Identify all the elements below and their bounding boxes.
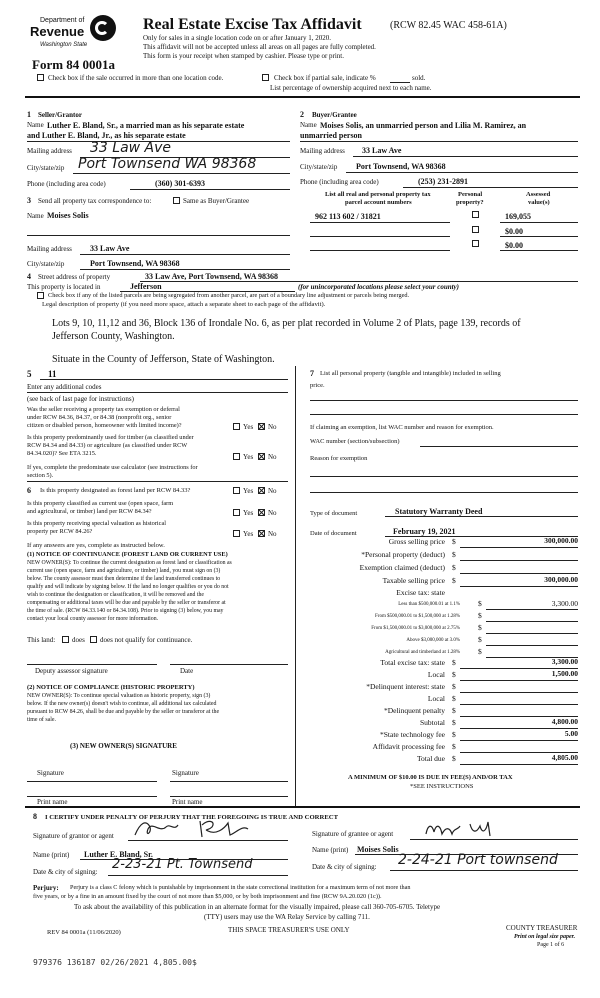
dollar-sign: $ xyxy=(452,754,456,763)
q-timber-1: Is this property predominantly used for timber (as classified under xyxy=(27,434,194,441)
notice-compliance-title: (2) NOTICE OF COMPLIANCE (HISTORIC PROPERTY) xyxy=(27,684,195,691)
parcel-col-header-1: List all real and personal property tax xyxy=(325,191,431,198)
see-instructions: *SEE INSTRUCTIONS xyxy=(410,783,474,790)
q-exemption-3: citizen or disabled person, homeowner with limited income)? xyxy=(27,422,182,429)
delinquent-penalty-label: *Delinquent penalty xyxy=(383,706,445,715)
new-owner-print-label-2: Print name xyxy=(172,798,203,806)
assessor-date-label: Date xyxy=(180,667,194,675)
tech-fee-label: *State technology fee xyxy=(380,730,445,739)
notice-continuance-6: compensating or additional taxes will be due and payable by the seller or transferor at xyxy=(27,600,226,606)
q-exemption-1: Was the seller receiving a property tax exemption or deferral xyxy=(27,406,180,413)
seller-mailing-label: Mailing address xyxy=(27,147,72,155)
buyer-city[interactable]: Port Townsend, WA 98368 xyxy=(356,162,446,171)
section-3-city[interactable]: Port Townsend, WA 98368 xyxy=(90,259,180,268)
buyer-heading: Buyer/Grantee xyxy=(312,111,357,119)
dollar-sign: $ xyxy=(478,599,482,608)
grantee-name[interactable]: Moises Solis xyxy=(357,845,399,854)
q-exemption-yes-checkbox[interactable] xyxy=(233,423,240,430)
buyer-city-label: City/state/zip xyxy=(300,163,338,171)
total-due-value[interactable]: 4,805.00 xyxy=(551,753,578,762)
dollar-sign: $ xyxy=(452,682,456,691)
legal-description-3: Situate in the County of Jefferson, State of Washington. xyxy=(52,354,275,365)
notice-continuance-5: wish to continue the designation or classification, it will be removed and the xyxy=(27,592,204,598)
land-label: This land: xyxy=(27,636,56,644)
seller-name-label: Name xyxy=(27,121,44,129)
perjury-text-1: Perjury is a class C felony which is punishable by imprisonment in the state correctional institution for a maximum term of not more than xyxy=(70,884,411,891)
section-3-name-label: Name xyxy=(27,212,44,220)
affidavit-fee-label: Affidavit processing fee xyxy=(372,742,445,751)
new-owner-signature-label-2: Signature xyxy=(172,769,199,777)
yes-label: Yes xyxy=(243,530,254,538)
buyer-mailing-label: Mailing address xyxy=(300,147,345,155)
dollar-sign: $ xyxy=(452,706,456,715)
header-note-1: Only for sales in a single location code on or after January 1, 2020. xyxy=(143,34,331,42)
q-exemption-no-checkbox[interactable] xyxy=(258,423,265,430)
notice-continuance-2: current use (open space, farm and agriculture, or timber) land, you must sign on (3) xyxy=(27,568,221,574)
section-8-number: 8 xyxy=(33,812,37,821)
q-timber-3: 84.34.020)? See ETA 3215. xyxy=(27,450,97,457)
q-forest: Is this property designated as forest land per RCW 84.33? xyxy=(40,487,191,494)
yes-label: Yes xyxy=(243,453,254,461)
subtotal-label: Subtotal xyxy=(419,718,445,727)
notice-compliance-3: pursuant to RCW 84.26, shall be due and payable by the seller or transferor at the xyxy=(27,709,220,715)
land-does-label: does xyxy=(72,636,85,644)
dollar-sign: $ xyxy=(452,730,456,739)
assessor-signature-label: Deputy assessor signature xyxy=(35,667,108,675)
parcel-col-header-3b: value(s) xyxy=(528,199,550,206)
legal-description-2: Jefferson County, Washington. xyxy=(52,331,175,342)
parcel-col-header-2b: property? xyxy=(456,199,484,206)
notice-continuance-4: qualify and will indicate by signing below. If the land no longer qualifies or you do not xyxy=(27,584,229,590)
q-calc-1: If yes, complete the predominate use calculator (see instructions for xyxy=(27,464,198,471)
logo-state: Washington State xyxy=(40,42,88,48)
new-owner-print-label-1: Print name xyxy=(37,798,68,806)
tier2-label: From $500,000.01 to $1,500,000 at 1.28% xyxy=(375,614,460,619)
section-1-number: 1 xyxy=(27,110,31,119)
taxable-value[interactable]: 300,000.00 xyxy=(544,575,578,584)
receipt-stamp: 979376 136187 02/26/2021 4,805.00$ xyxy=(33,958,197,967)
perjury-text-2: five years, or by a fine in an amount fixed by the court of not more than $5,000, or by both imprisonment and fine (RCW 9A.20.020 (1c)). xyxy=(33,893,382,900)
subtotal-value[interactable]: 4,800.00 xyxy=(551,717,578,726)
wac-label: WAC number (section/subsection) xyxy=(310,438,400,445)
segregated-checkbox[interactable] xyxy=(37,292,44,299)
dollar-sign: $ xyxy=(478,635,482,644)
dollar-sign: $ xyxy=(452,670,456,679)
seller-mailing[interactable]: 33 Law Ave xyxy=(90,140,172,156)
seller-name-1[interactable]: Luther E. Bland, Sr., a married man as his separate estate xyxy=(47,121,245,130)
form-title: Real Estate Excise Tax Affidavit xyxy=(143,16,362,33)
grantee-name-label: Name (print) xyxy=(312,846,349,854)
local-value[interactable]: 1,500.00 xyxy=(551,669,578,678)
located-label: This property is located in xyxy=(27,283,101,291)
grantee-signature[interactable] xyxy=(420,816,520,840)
buyer-phone[interactable]: (253) 231-2891 xyxy=(418,177,468,186)
exemption-label: Exemption claimed (deduct) xyxy=(359,563,445,572)
grantee-date-label: Date & city of signing: xyxy=(312,863,377,871)
buyer-phone-label: Phone (including area code) xyxy=(300,178,379,186)
q-historic-no-checkbox[interactable] xyxy=(258,530,265,537)
grantee-date-city[interactable]: 2-24-21 Port townsend xyxy=(398,852,558,868)
section-3-number: 3 xyxy=(27,196,31,205)
section-3-name[interactable]: Moises Solis xyxy=(47,211,89,220)
accessibility-text-1: To ask about the availability of this publication in an alternate format for the visually impaired, please call 360-705-6705. Teletype xyxy=(74,903,441,911)
column-divider xyxy=(295,366,296,806)
dollar-sign: $ xyxy=(452,537,456,546)
header-note-3: This form is your receipt when stamped by cashier. Please type or print. xyxy=(143,52,345,60)
q-timber-yes-checkbox[interactable] xyxy=(233,453,240,460)
legal-description-label: Legal description of property (if you need more space, attach a separate sheet to each page of the affidavit). xyxy=(42,301,326,308)
no-label: No xyxy=(268,423,277,431)
section-8-divider xyxy=(25,806,580,808)
form-number: Form 84 0001a xyxy=(32,57,116,72)
reason-label: Reason for exemption xyxy=(310,455,368,462)
multiple-location-label: Check box if the sale occurred in more than one location code. xyxy=(48,74,224,82)
tier1-label: Less than $500,000.01 at 1.1% xyxy=(398,602,460,607)
notice-continuance-8: contact your local county assessor for more information. xyxy=(27,616,159,622)
q-historic-1: Is this property receiving special valuation as historical xyxy=(27,520,167,527)
total-excise-label: Total excise tax: state xyxy=(380,658,445,667)
local-label: Local xyxy=(427,670,445,679)
same-as-buyer-label: Same as Buyer/Grantee xyxy=(183,197,250,205)
total-due-label: Total due xyxy=(416,754,445,763)
section-6-number: 6 xyxy=(27,486,31,495)
taxable-label: Taxable selling price xyxy=(382,576,445,585)
notice-continuance-3: below. The county assessor must then determine if the land transferred continues to xyxy=(27,576,221,582)
dollar-sign: $ xyxy=(452,563,456,572)
tier5-label: Agricultural and timberland at 1.28% xyxy=(385,650,460,655)
q-historic-yes-checkbox[interactable] xyxy=(233,530,240,537)
certify-text: I CERTIFY UNDER PENALTY OF PERJURY THAT THE FOREGOING IS TRUE AND CORRECT xyxy=(45,814,339,821)
dollar-sign: $ xyxy=(478,611,482,620)
notice-continuance-title: (1) NOTICE OF CONTINUANCE (FOREST LAND OR CURRENT USE) xyxy=(27,551,228,558)
header-divider xyxy=(25,96,580,98)
legal-description-1: Lots 9, 10, 11,12 and 36, Block 136 of Irondale No. 6, as per plat recorded in Volume 2 of Plats, page 139, records of xyxy=(52,318,521,329)
no-label: No xyxy=(268,487,277,495)
grantor-date-city[interactable]: 2-23-21 Pt. Townsend xyxy=(112,857,253,872)
section-5-number: 5 xyxy=(27,369,32,379)
section-3-mailing-label: Mailing address xyxy=(27,245,72,253)
notice-continuance-7: the time of sale. (RCW 84.33.140 or 84.34.108). Prior to signing (3) below, you may xyxy=(27,608,224,614)
doc-date-label: Date of document xyxy=(310,530,357,537)
new-owner-signature-label-1: Signature xyxy=(37,769,64,777)
notice-continuance-1: NEW OWNER(S): To continue the current designation as forest land or classification as xyxy=(27,560,232,566)
new-owner-signature-title: (3) NEW OWNER(S) SIGNATURE xyxy=(70,742,177,750)
partial-sale-label: Check box if partial sale, indicate % xyxy=(274,74,376,82)
dollar-sign: $ xyxy=(478,623,482,632)
parcel-col-header-1b: parcel account numbers xyxy=(345,199,412,206)
perjury-label: Perjury: xyxy=(33,884,59,892)
grantee-signature-label: Signature of grantee or agent xyxy=(312,830,394,838)
tier1-value[interactable]: 3,300.00 xyxy=(551,599,578,608)
section-3-text: Send all property tax correspondence to: xyxy=(38,197,152,205)
buyer-mailing[interactable]: 33 Law Ave xyxy=(362,146,402,155)
accessibility-text-2: (TTY) users may use the WA Relay Service by calling 711. xyxy=(204,913,370,921)
section-7-text-1: List all personal property (tangible and intangible) included in selling xyxy=(320,370,501,377)
header-note-2: This affidavit will not be accepted unless all areas on all pages are fully completed. xyxy=(143,43,376,51)
grantor-signature[interactable] xyxy=(130,815,280,841)
no-label: No xyxy=(268,509,277,517)
buyer-name-2[interactable]: unmarried person xyxy=(300,131,362,140)
treasurer-space-label: THIS SPACE TREASURER'S USE ONLY xyxy=(228,926,350,934)
section-4-number: 4 xyxy=(27,272,31,281)
street-address[interactable]: 33 Law Ave, Port Townsend, WA 98368 xyxy=(145,272,279,281)
street-label: Street address of property xyxy=(38,273,111,281)
parcel-value[interactable]: 169,055 xyxy=(505,212,531,221)
exemption-text: If claiming an exemption, list WAC number and reason for exemption. xyxy=(310,424,494,431)
doc-type-label: Type of document xyxy=(310,510,358,517)
dollar-sign: $ xyxy=(478,647,482,656)
grantor-name-label: Name (print) xyxy=(33,851,70,859)
section-5-code[interactable]: 11 xyxy=(48,369,57,379)
parcel-value[interactable]: $0.00 xyxy=(505,227,523,236)
logo-revenue: Revenue xyxy=(30,24,85,39)
notice-compliance-1: NEW OWNER(S): To continue special valuation as historic property, sign (3) xyxy=(27,693,211,699)
additional-codes-note: (see back of last page for instructions) xyxy=(27,395,134,403)
dollar-sign: $ xyxy=(452,576,456,585)
personal-label: *Personal property (deduct) xyxy=(361,550,445,559)
seller-phone-label: Phone (including area code) xyxy=(27,180,106,188)
gross-value[interactable]: 300,000.00 xyxy=(544,536,578,545)
dor-logo xyxy=(30,15,120,55)
seller-heading: Seller/Grantor xyxy=(38,111,82,119)
grantor-signature-label: Signature of grantor or agent xyxy=(33,832,114,840)
doc-date[interactable]: February 19, 2021 xyxy=(393,527,456,536)
personal-property-checkbox[interactable] xyxy=(472,211,479,218)
q-timber-2: RCW 84.34 and 84.33) or agriculture (as classified under RCW xyxy=(27,442,188,449)
yes-label: Yes xyxy=(243,423,254,431)
dollar-sign: $ xyxy=(452,742,456,751)
doc-type[interactable]: Statutory Warranty Deed xyxy=(395,507,483,516)
q-current-use-2: and agricultural, or timber) land per RCW 84.34? xyxy=(27,508,152,515)
county-treasurer-label: COUNTY TREASURER xyxy=(506,924,578,932)
page-number: Page 1 of 6 xyxy=(537,942,565,948)
delinquent-interest-label: *Delinquent interest: state xyxy=(366,682,445,691)
q-calc-2: section 5). xyxy=(27,472,54,479)
located-county[interactable]: Jefferson xyxy=(130,282,162,291)
section-3-city-label: City/state/zip xyxy=(27,260,65,268)
personal-property-checkbox[interactable] xyxy=(472,240,479,247)
minimum-note: A MINIMUM OF $10.00 IS DUE IN FEE(S) AND/OR TAX xyxy=(348,774,513,781)
print-legal-note: Print on legal size paper. xyxy=(514,934,576,940)
grantor-name[interactable]: Luther E. Bland, Sr. xyxy=(84,850,153,859)
notice-compliance-2: below. If the new owner(s) doesn't wish to continue, all additional tax calculated xyxy=(27,701,217,707)
same-as-buyer-checkbox[interactable] xyxy=(173,197,180,204)
section-7-number: 7 xyxy=(310,369,314,378)
located-note: (for unincorporated locations please select your county) xyxy=(298,283,459,291)
ownership-note: List percentage of ownership acquired next to each name. xyxy=(270,84,432,92)
logo-department: Department of xyxy=(40,17,85,24)
additional-codes-label: Enter any additional codes xyxy=(27,383,102,391)
section-3-mailing[interactable]: 33 Law Ave xyxy=(90,244,130,253)
parcel-account[interactable]: 962 113 602 / 31821 xyxy=(315,212,381,221)
dollar-sign: $ xyxy=(452,718,456,727)
segregated-label: Check box if any of the listed parcels are being segregated from another parcel, are part of a boundary line adjustment or parcels being merged. xyxy=(48,292,410,299)
q-timber-no-checkbox[interactable] xyxy=(258,453,265,460)
personal-property-checkbox[interactable] xyxy=(472,226,479,233)
buyer-name-label: Name xyxy=(300,121,317,129)
parcel-col-header-3: Assessed xyxy=(526,191,551,198)
tech-fee-value[interactable]: 5.00 xyxy=(564,729,578,738)
no-label: No xyxy=(268,530,277,538)
dollar-sign: $ xyxy=(452,694,456,703)
partial-sale-label-b: sold. xyxy=(412,74,426,82)
q-current-use-1: Is this property classified as current use (open space, farm xyxy=(27,500,174,507)
parcel-col-header-2: Personal xyxy=(458,191,483,198)
land-does-checkbox[interactable] xyxy=(62,636,69,643)
q-historic-2: property per RCW 84.26? xyxy=(27,528,93,535)
q-current-use-yes-checkbox[interactable] xyxy=(233,509,240,516)
any-yes-note: If any answers are yes, complete as instructed below. xyxy=(27,542,165,549)
q-forest-yes-checkbox[interactable] xyxy=(233,487,240,494)
tier4-label: Above $3,000,000 at 3.0% xyxy=(406,638,460,643)
grantor-date-label: Date & city of signing: xyxy=(33,868,98,876)
seller-city[interactable]: Port Townsend WA 98368 xyxy=(78,156,257,172)
section-2-number: 2 xyxy=(300,110,304,119)
land-does-not-label: does not qualify for continuance. xyxy=(100,636,193,644)
parcel-value[interactable]: $0.00 xyxy=(505,241,523,250)
revision-label: REV 84 0001a (11/06/2020) xyxy=(47,929,121,936)
partial-sale-checkbox[interactable] xyxy=(262,74,269,81)
multiple-location-checkbox[interactable] xyxy=(37,74,44,81)
land-does-not-checkbox[interactable] xyxy=(90,636,97,643)
dollar-sign: $ xyxy=(452,658,456,667)
excise-label: Excise tax: state xyxy=(396,588,445,597)
notice-compliance-4: time of sale. xyxy=(27,717,56,723)
q-current-use-no-checkbox[interactable] xyxy=(258,509,265,516)
form-title-ref: (RCW 82.45 WAC 458-61A) xyxy=(390,20,507,31)
total-excise-value[interactable]: 3,300.00 xyxy=(551,657,578,666)
local-interest-label: Local xyxy=(427,694,445,703)
buyer-name-1[interactable]: Moises Solis, an unmarried person and Lilia M. Ramirez, an xyxy=(320,121,527,130)
no-label: No xyxy=(268,453,277,461)
yes-label: Yes xyxy=(243,509,254,517)
seller-phone[interactable]: (360) 301-6393 xyxy=(155,179,205,188)
q-forest-no-checkbox[interactable] xyxy=(258,487,265,494)
q-exemption-2: under RCW 84.36, 84.37, or 84.38 (nonprofit org., senior xyxy=(27,414,172,421)
tier3-label: From $1,500,000.01 to $3,000,000 at 2.75% xyxy=(371,626,460,631)
dollar-sign: $ xyxy=(452,550,456,559)
seller-name-2[interactable]: and Luther E. Bland, Jr., as his separate estate xyxy=(27,131,186,140)
yes-label: Yes xyxy=(243,487,254,495)
seller-city-label: City/state/zip xyxy=(27,164,65,172)
logo-mark-icon xyxy=(90,15,116,41)
gross-label: Gross selling price xyxy=(388,537,445,546)
section-7-text-2: price. xyxy=(310,382,325,389)
